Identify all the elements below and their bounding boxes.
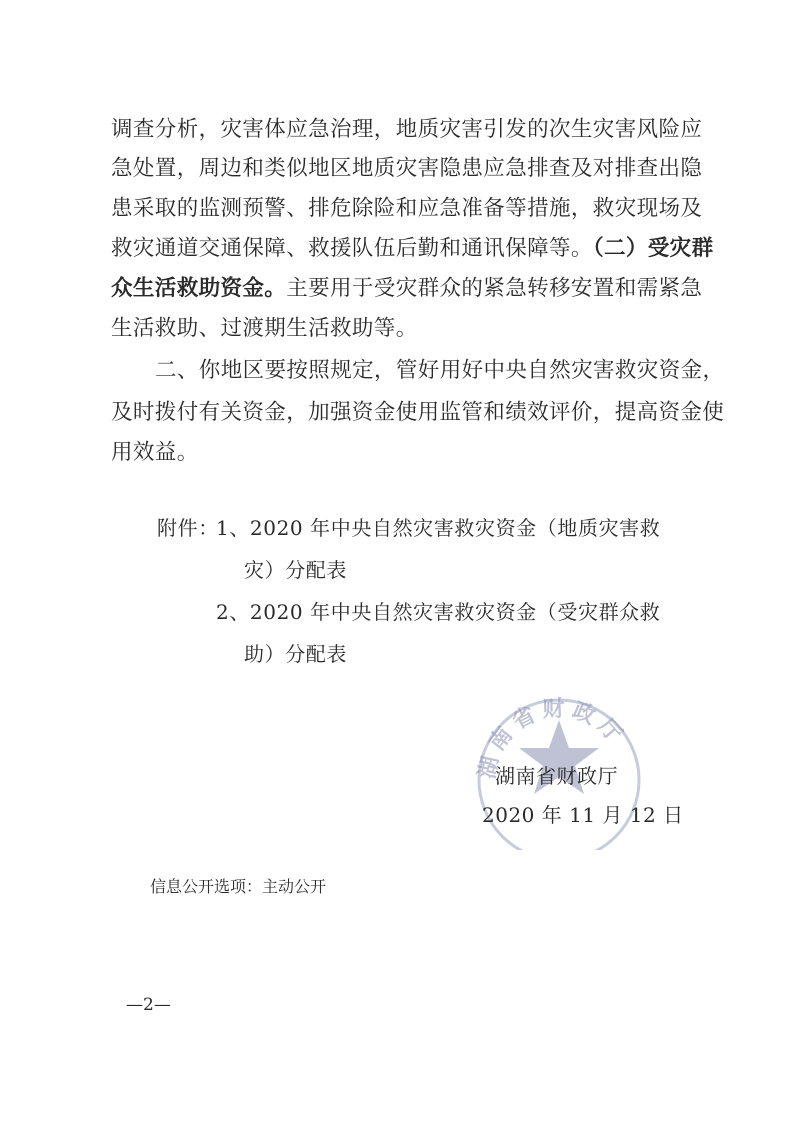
body-line-4 xyxy=(111,236,713,262)
body-line-2: 急处置，周边和类似地区地质灾害隐患应急排查及对排查出隐 xyxy=(111,156,703,181)
section-two-heading: （二）受灾群 xyxy=(592,236,714,261)
body-line-5 xyxy=(111,276,702,302)
paragraph-two-line-3: 用效益。 xyxy=(111,440,199,465)
attachment-1-line-2: 灾）分配表 xyxy=(244,558,347,582)
body-line-1: 调查分析，灾害体应急治理，地质灾害引发的次生灾害风险应 xyxy=(111,117,703,142)
attachments-label: 附件： xyxy=(157,516,219,540)
disclosure-option: 信息公开选项：主动公开 xyxy=(150,877,327,896)
paragraph-two-line-2: 及时拨付有关资金，加强资金使用监管和绩效评价，提高资金使 xyxy=(111,400,725,425)
body-line-6: 生活救助、过渡期生活救助等。 xyxy=(111,316,418,341)
section-two-heading-cont: 众生活救助资金。 xyxy=(111,276,287,301)
body-line-3: 患采取的监测预警、排危除险和应急准备等措施，救灾现场及 xyxy=(111,196,703,221)
page-number: —2— xyxy=(126,995,171,1015)
attachment-2-line-1: 2、2020 年中央自然灾害救灾资金（受灾群众救 xyxy=(216,600,661,624)
body-line-4-text: 救灾通道交通保障、救援队伍后勤和通讯保障等。 xyxy=(111,236,593,261)
signature-org: 湖南省财政厅 xyxy=(495,764,618,788)
paragraph-two-line-1: 二、你地区要按照规定，管好用好中央自然灾害救灾资金， xyxy=(155,358,725,383)
seal-text: 湖南省财政厅 xyxy=(473,695,631,782)
attachment-1-line-1: 1、2020 年中央自然灾害救灾资金（地质灾害救 xyxy=(216,516,661,540)
section-two-text: 主要用于受灾群众的紧急转移安置和需紧急 xyxy=(286,276,703,301)
attachment-2-line-2: 助）分配表 xyxy=(244,642,347,666)
signature-date: 2020 年 11 月 12 日 xyxy=(482,803,684,827)
